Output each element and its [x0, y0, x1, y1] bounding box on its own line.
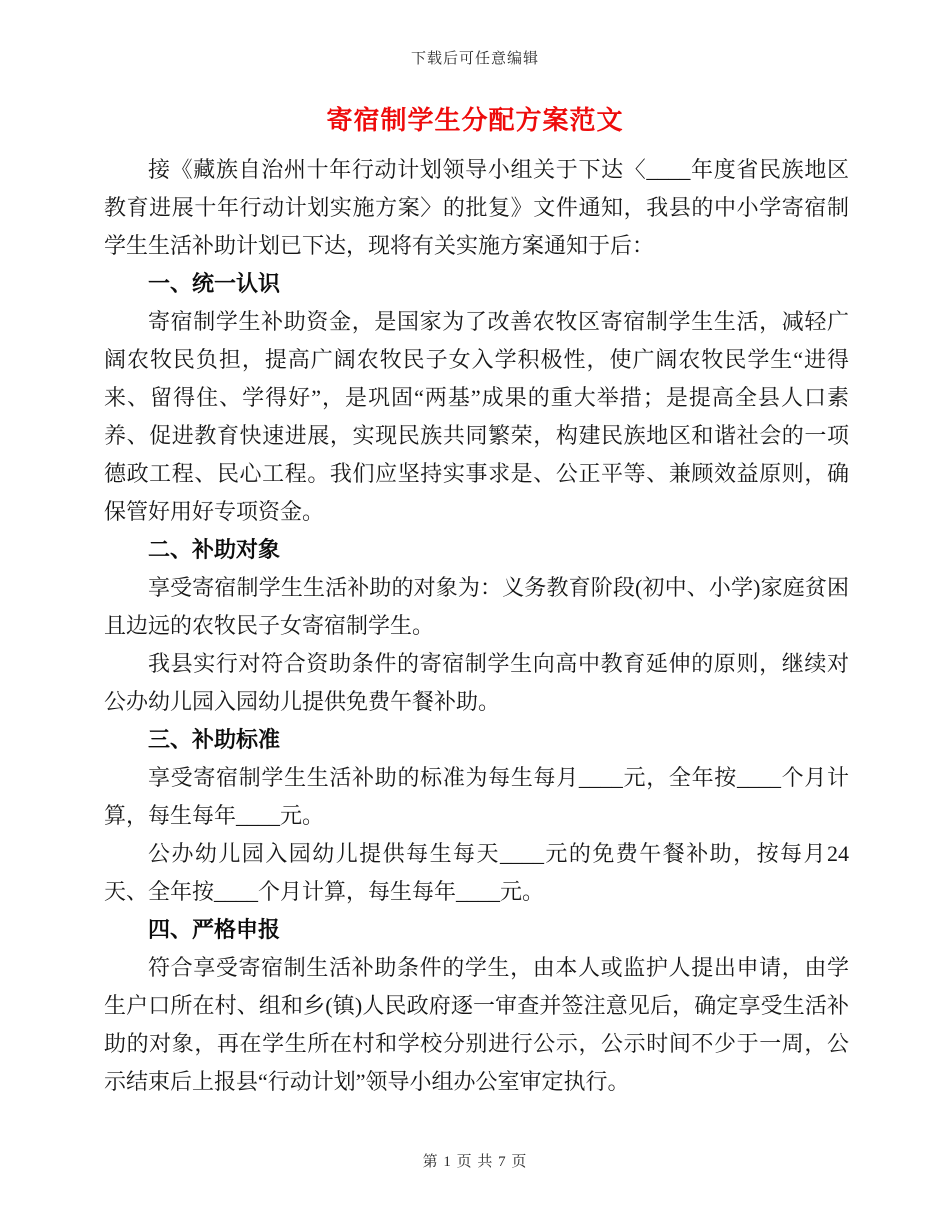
section-heading-2: 二、补助对象: [148, 537, 281, 562]
paragraph-section3-b: 公办幼儿园入园幼儿提供每生每天____元的免费午餐补助，按每月24天、全年按____个月计算，每生每年____元。: [104, 841, 849, 904]
paragraph-section2-b: 我县实行对符合资助条件的寄宿制学生向高中教育延伸的原则，继续对公办幼儿园入园幼儿提供免费午餐补助。: [104, 651, 849, 714]
section-heading-4: 四、严格申报: [148, 917, 281, 942]
paragraph-section4: 符合享受寄宿制生活补助条件的学生，由本人或监护人提出申请，由学生户口所在村、组和乡(镇)人民政府逐一审查并签注意见后，确定享受生活补助的对象，再在学生所在村和学校分别进行公示，公示时间不少于一周，公示结束后上报县“行动计划”领导小组办公室审定执行。: [104, 955, 849, 1094]
document-body: [104, 151, 849, 1101]
paragraph-intro: 接《藏族自治州十年行动计划领导小组关于下达〈____年度省民族地区教育进展十年行动计划实施方案〉的批复》文件通知，我县的中小学寄宿制学生生活补助计划已下达，现将有关实施方案通知于后：: [104, 157, 849, 258]
document-title: 寄宿制学生分配方案范文: [326, 105, 624, 135]
section-heading-3: 三、补助标准: [148, 727, 281, 752]
section-heading-1: 一、统一认识: [148, 271, 281, 296]
paragraph-section2-a: 享受寄宿制学生生活补助的对象为：义务教育阶段(初中、小学)家庭贫困且边远的农牧民子女寄宿制学生。: [104, 575, 849, 638]
page-number: 第 1 页 共 7 页: [422, 1154, 528, 1170]
header-note: 下载后可任意编辑: [410, 51, 539, 67]
paragraph-section1: 寄宿制学生补助资金，是国家为了改善农牧区寄宿制学生生活，减轻广阔农牧民负担，提高广阔农牧民子女入学积极性，使广阔农牧民学生“进得来、留得住、学得好”，是巩固“两基”成果的重大举措；是提高全县人口素养、促进教育快速进展，实现民族共同繁荣，构建民族地区和谐社会的一项德政工程、民心工程。我们应坚持实事求是、公正平等、兼顾效益原则，确保管好用好专项资金。: [104, 309, 849, 524]
paragraph-section3-a: 享受寄宿制学生生活补助的标准为每生每月____元，全年按____个月计算，每生每年____元。: [104, 765, 849, 828]
